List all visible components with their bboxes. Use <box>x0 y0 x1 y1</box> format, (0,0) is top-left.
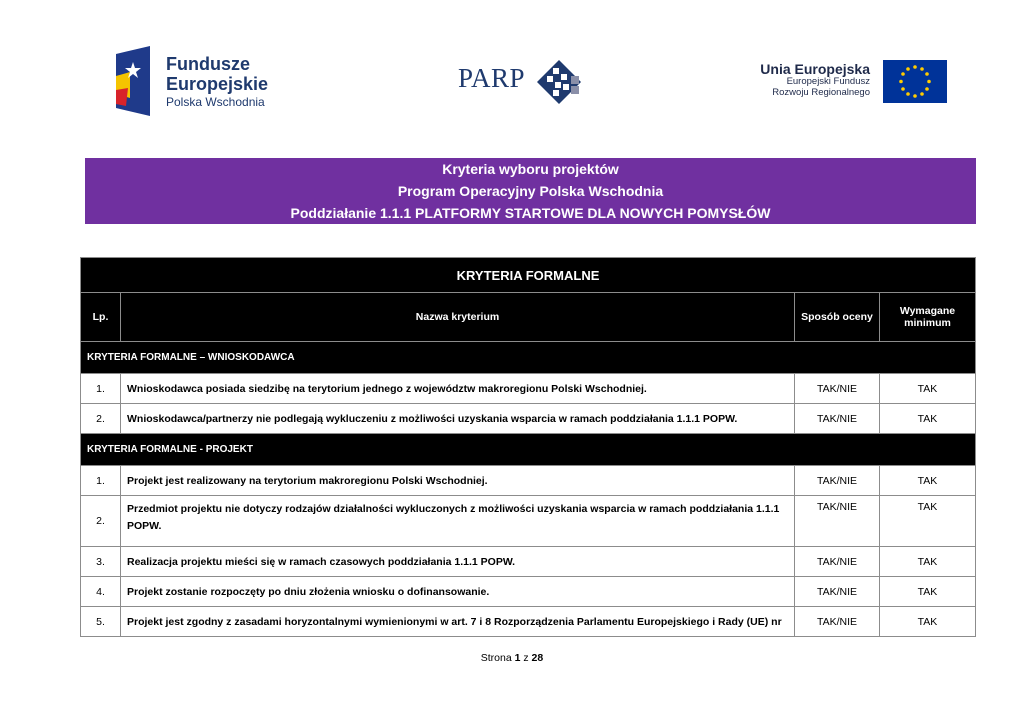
table-header-row <box>81 293 976 342</box>
table-title-row <box>81 258 976 293</box>
header-name: Nazwa kryterium <box>121 293 795 342</box>
table-row <box>81 577 976 607</box>
ue-line-3: Rozwoju Regionalnego <box>772 86 870 98</box>
eu-flag-icon <box>883 60 947 103</box>
row-name: Projekt jest zgodny z zasadami horyzontalnymi wymienionymi w art. 7 i 8 Rozporządzenia Parlamentu Europejskiego i Rady (UE) nr <box>121 607 795 637</box>
row-method: TAK/NIE <box>795 496 880 547</box>
row-name: Przedmiot projektu nie dotyczy rodzajów działalności wykluczonych z możliwości uzyskania wsparcia w ramach poddziałania 1.1.1 POPW. <box>121 496 795 547</box>
row-lp: 1. <box>81 374 121 404</box>
footer-prefix: Strona <box>480 652 512 664</box>
table-row <box>81 466 976 496</box>
table-row <box>81 404 976 434</box>
row-name: Wnioskodawca posiada siedzibę na terytorium jednego z województw makroregionu Polski Wschodniej. <box>121 374 795 404</box>
row-minimum: TAK <box>880 607 976 637</box>
row-method: TAK/NIE <box>795 547 880 577</box>
row-minimum: TAK <box>880 577 976 607</box>
fe-line-1: Fundusze <box>166 54 250 74</box>
title-banner <box>85 158 976 224</box>
table-row <box>81 496 976 547</box>
banner-line-2: Program Operacyjny Polska Wschodnia <box>397 183 664 199</box>
criteria-table <box>80 257 976 637</box>
footer-total: 28 <box>531 652 544 664</box>
row-method: TAK/NIE <box>795 404 880 434</box>
footer-sep: z <box>523 652 529 664</box>
ue-line-2: Europejski Fundusz <box>786 76 870 88</box>
row-method: TAK/NIE <box>795 607 880 637</box>
row-minimum: TAK <box>880 496 976 547</box>
section-title: KRYTERIA FORMALNE – WNIOSKODAWCA <box>81 342 976 374</box>
row-minimum: TAK <box>880 374 976 404</box>
row-method: TAK/NIE <box>795 577 880 607</box>
page-footer <box>0 652 1024 664</box>
row-method: TAK/NIE <box>795 466 880 496</box>
row-name: Realizacja projektu mieści się w ramach czasowych poddziałania 1.1.1 POPW. <box>121 547 795 577</box>
row-name: Projekt zostanie rozpoczęty po dniu złożenia wniosku o dofinansowanie. <box>121 577 795 607</box>
row-lp: 3. <box>81 547 121 577</box>
row-lp: 5. <box>81 607 121 637</box>
row-lp: 2. <box>81 404 121 434</box>
row-method: TAK/NIE <box>795 374 880 404</box>
banner-line-1: Kryteria wyboru projektów <box>442 161 619 177</box>
row-minimum: TAK <box>880 404 976 434</box>
ue-text <box>752 62 870 98</box>
header-minimum: Wymagane minimum <box>880 293 976 342</box>
row-name: Wnioskodawca/partnerzy nie podlegają wykluczeniu z możliwości uzyskania wsparcia w ramach poddziałania 1.1.1 POPW. <box>121 404 795 434</box>
logo-bar <box>0 0 1024 130</box>
fundusze-europejskie-logo-icon <box>116 46 154 116</box>
header-method: Sposób oceny <box>795 293 880 342</box>
section-header <box>81 434 976 466</box>
table-row <box>81 607 976 637</box>
section-title: KRYTERIA FORMALNE - PROJEKT <box>81 434 976 466</box>
row-lp: 4. <box>81 577 121 607</box>
banner-line-3: Poddziałanie 1.1.1 PLATFORMY STARTOWE DLA NOWYCH POMYSŁÓW <box>290 205 771 221</box>
fe-line-3: Polska Wschodnia <box>166 95 265 109</box>
table-title: KRYTERIA FORMALNE <box>81 258 976 293</box>
ue-line-1: Unia Europejska <box>760 61 870 77</box>
section-header <box>81 342 976 374</box>
table-row <box>81 374 976 404</box>
footer-page: 1 <box>514 652 521 664</box>
row-name: Projekt jest realizowany na terytorium makroregionu Polski Wschodniej. <box>121 466 795 496</box>
row-minimum: TAK <box>880 547 976 577</box>
header-lp: Lp. <box>81 293 121 342</box>
fe-line-2: Europejskie <box>166 74 269 94</box>
table-row <box>81 547 976 577</box>
row-minimum: TAK <box>880 466 976 496</box>
parp-logo-text: PARP <box>458 63 526 93</box>
row-lp: 1. <box>81 466 121 496</box>
fundusze-europejskie-text <box>166 55 268 108</box>
parp-mark-icon <box>535 58 583 106</box>
row-lp: 2. <box>81 496 121 547</box>
